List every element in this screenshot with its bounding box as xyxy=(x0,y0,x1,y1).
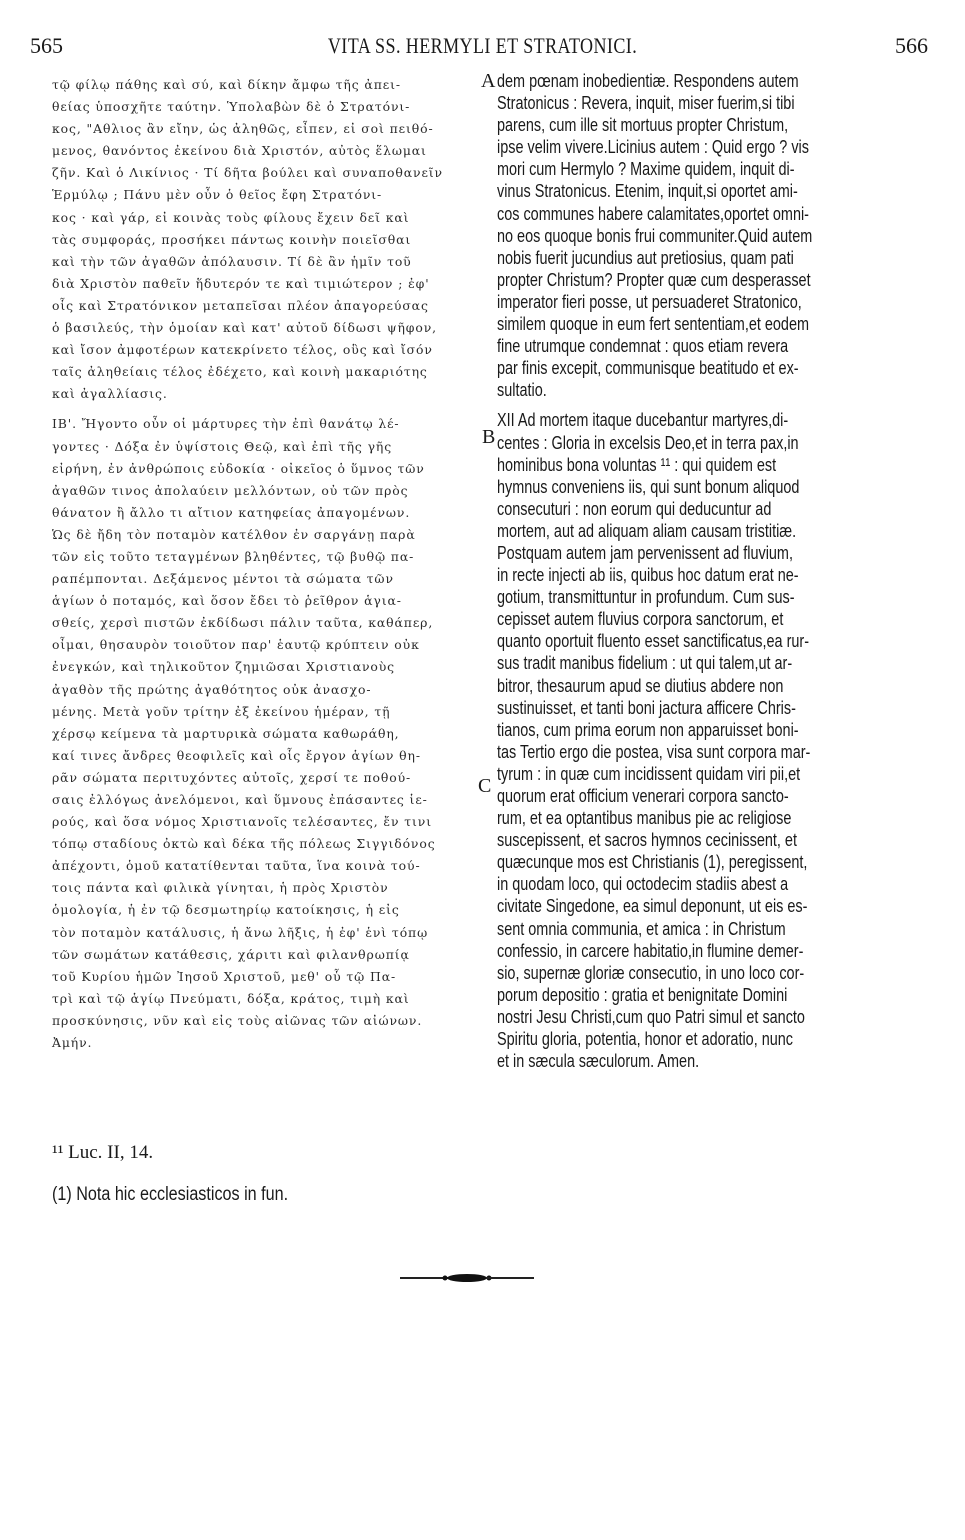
latin-text-line: Spiritu gloria, potentia, honor et adoratio, nunc xyxy=(497,1028,794,1050)
greek-text-line: ὁμολογία, ἡ ἐν τῷ δεσμωτηρίῳ κατοίκησις, ἡ εἰς xyxy=(52,902,400,918)
greek-text-line: διὰ Χριστὸν παθεῖν ἥδυτερόν τε καὶ τιμιώτερον ; ἐφ' xyxy=(52,275,430,291)
latin-text-line: parens, cum ille sit mortuus propter Christum, xyxy=(497,114,789,136)
latin-text-line: rum, et ea optantibus manibus pie ac religiose xyxy=(497,807,792,829)
running-title: VITA SS. HERMYLI ET STRATONICI. xyxy=(327,33,638,58)
latin-text-line: Postquam autem jam pervenissent ad fluvium, xyxy=(497,541,793,563)
latin-text-line: propter Christum? Propter quæ cum desperasset xyxy=(497,268,811,290)
latin-text-line: porum depositio : gratia et benignitate Domini xyxy=(497,983,788,1005)
margin-letter-b: B xyxy=(482,426,496,448)
greek-text-line: ὁ βασιλεύς, τὴν ὁμοίαν καὶ κατ' αὐτοῦ δίδωσι ψῆφον, xyxy=(52,320,437,336)
latin-text-line: cepisset autem fluvius corpora sanctorum, et xyxy=(497,608,784,630)
greek-text-line: μενος, θανόντος ἐκείνου διὰ Χριστόν, αὐτὸς ἕλωμαι xyxy=(52,143,427,159)
latin-text-line: hymnus conveniens iis, qui sunt bonum aliquod xyxy=(497,475,800,497)
greek-text-line: καὶ ἀγαλλίασις. xyxy=(52,386,168,402)
latin-text-line: quorum erat officium venerari corpora sancto- xyxy=(497,785,789,806)
running-header xyxy=(0,33,965,63)
latin-text-line: similem quoque in eum fert sententiam,et eodem xyxy=(497,313,810,335)
greek-text-line: μένης. Μετὰ γοῦν τρίτην ἐξ ἐκείνου ἡμέραν, τῇ xyxy=(52,703,391,719)
greek-text-line: τὸν ποταμὸν κατάλυσις, ἡ ἄνω λῆξις, ἡ ἐφ' ἑνὶ τόπῳ xyxy=(52,924,429,940)
greek-text-line: ραπέμπονται. Δεξάμενος μέντοι τὰ σώματα τῶν xyxy=(52,571,394,587)
greek-text-line: τῷ φίλῳ πάθης καὶ σύ, καὶ δίκην ἄμφω τῆς ἀπει- xyxy=(52,77,401,92)
latin-text-line: gotium, transmittuntur in profundum. Cum sus- xyxy=(497,586,795,608)
greek-text-line: κος · καὶ γάρ, εἰ κοινὰς τοὺς φίλους ἔχειν δεῖ καὶ xyxy=(52,209,410,225)
greek-text-line: χέρσῳ κείμενα τὰ μαρτυρικὰ σώματα καθωράθη, xyxy=(52,725,400,741)
latin-text-line: hominibus bona voluntas ¹¹ : qui quidem est xyxy=(497,453,777,475)
latin-text-line: quanto oportuit fluento esset sanctificatus,ea rur- xyxy=(497,630,810,652)
latin-text-line: par finis excepit, communisque beatitudo et ex- xyxy=(497,357,799,379)
latin-text-line: sustinuisset, et tanti boni jactura afficere Chris- xyxy=(497,696,796,718)
greek-text-line: ἀπέχοντι, ὁμοῦ κατατίθενται ταῦτα, ἵνα κοινὰ τού- xyxy=(52,858,421,874)
greek-text-line: κος, "Αθλιος ἂν εἴην, ὡς ἀληθῶς, εἶπεν, εἰ σοὶ πειθό- xyxy=(52,121,434,137)
greek-text-line: Ἀμήν. xyxy=(52,1035,93,1051)
latin-text-line: tyrum : in quæ cum incidissent quidam viri pii,et xyxy=(497,762,801,784)
greek-text-line: ἐνεγκών, καὶ τηλικοῦτον ζημιῶσαι Χριστιανοὺς xyxy=(52,659,396,675)
latin-text-line: nobis fuerit jucundius aut pretiosius, quam pati xyxy=(497,246,794,268)
greek-text-line: θάνατον ἢ ἄλλο τι αἴτιον κατηφείας ἀπαγομένων. xyxy=(52,504,411,520)
greek-text-line: τῶν εἰς τοῦτο τεταγμένων βληθέντες, τῷ βυθῷ πα- xyxy=(52,548,415,564)
margin-letter-c: C xyxy=(478,775,492,797)
greek-text-line: ἀγαθῶν τινος ἀπολαύειν μελλόντων, οὐ τῶν πρὸς xyxy=(52,482,409,498)
latin-text-line: suscepissent, et sacros hymnos cecinissent, et xyxy=(497,829,797,851)
latin-text-line: quæcunque mos est Christianis (1), peregissent, xyxy=(497,851,808,873)
greek-text-line: τόπῳ σταδίους ὀκτὼ καὶ δέκα τῆς πόλεως Σιγγιδόνος xyxy=(52,836,436,852)
footnote-11: ¹¹ Luc. II, 14. xyxy=(52,1142,154,1163)
greek-text-line: καὶ τὴν τῶν ἀγαθῶν ἀπόλαυσιν. Τί δὲ ἂν ἡμῖν τοῦ xyxy=(52,253,412,269)
latin-text-line: mortem, aut ad aliquam aliam causam tristitiæ. xyxy=(497,519,797,541)
latin-text-line: sultatio. xyxy=(497,379,547,401)
ornament-center xyxy=(447,1274,487,1282)
latin-text-line: confessio, in carcere habitatio,in flumine demer- xyxy=(497,939,804,961)
greek-text-line: οἶμαι, θησαυρὸν τοιοῦτον παρ' ἑαυτῷ κρύπτειν οὐκ xyxy=(52,637,420,653)
latin-text-line: cos communes habere calamitates,oportet omni- xyxy=(497,202,809,224)
greek-text-line: ρούς, καὶ ὅσα νόμος Χριστιανοῖς τελέσαντες, ἔν τινι xyxy=(52,814,432,830)
latin-text-line: bitror, thesaurum apud se diutius abdere non xyxy=(497,674,784,696)
latin-text-line: tas Tertio ergo die postea, visa sunt corpora mar- xyxy=(497,740,811,762)
greek-text-line: ρᾶν σώματα περιτυχόντες αὐτοῖς, χερσί τε ποθού- xyxy=(52,769,412,785)
greek-text-line: τρὶ καὶ τῷ ἁγίῳ Πνεύματι, δόξα, κράτος, τιμὴ καὶ xyxy=(52,990,410,1006)
latin-text-line: sent omnia communia, et amica : in Christum xyxy=(497,917,786,939)
latin-text-line: mori cum Hermylo ? Maxime quidem, inquit di- xyxy=(497,158,795,180)
latin-text-line: et in sæcula sæculorum. Amen. xyxy=(497,1050,700,1072)
latin-text-line: in quodam loco, qui octodecim stadiis abest a xyxy=(497,873,789,895)
footnote-1: (1) Nota hic ecclesiasticos in fun. xyxy=(52,1184,289,1205)
greek-text-line: τοις πάντα καὶ φιλικὰ γίνηται, ἡ πρὸς Χριστὸν xyxy=(52,880,389,896)
latin-text-line: in recte injecti ab iis, quibus hoc datum erat ne- xyxy=(497,564,799,586)
ornament-divider xyxy=(400,1272,534,1284)
greek-text-line: ζῆν. Καὶ ὁ Λικίνιος · Τί δῆτα βούλει καὶ συναποθανεῖν xyxy=(52,165,443,181)
latin-text-line: no eos quoque bonis frui communiter.Quid autem xyxy=(497,224,813,246)
ornament-dot-left xyxy=(443,1276,448,1281)
latin-text-line: XII Ad mortem itaque ducebantur martyres,di- xyxy=(497,409,789,431)
latin-text-line: civitate Singedone, ea simul deponunt, ut eis es- xyxy=(497,895,808,917)
latin-text-line: consecuturi : non eorum qui deducuntur ad xyxy=(497,497,772,519)
greek-text-line: Ἑρμύλῳ ; Πάνυ μὲν οὖν ὁ θεῖος ἔφη Στρατόνι- xyxy=(52,187,383,203)
greek-text-line: γοντες · Δόξα ἐν ὑψίστοις Θεῷ, καὶ ἐπὶ τῆς γῆς xyxy=(52,438,393,454)
margin-letter-a: A xyxy=(481,70,496,92)
greek-text-line: τοῦ Κυρίου ἡμῶν Ἰησοῦ Χριστοῦ, μεθ' οὗ τῷ Πα- xyxy=(52,968,397,984)
greek-text-line: τὰς συμφοράς, προσήκει πάντως κοινὴν ποιεῖσθαι xyxy=(52,231,412,247)
latin-text-line: vinus Stratonicus. Etenim, inquit,si oportet ami- xyxy=(497,180,798,202)
greek-text-line: σθείς, χερσὶ πιστῶν ἐκδίδωσι πάλιν ταῦτα, καθάπερ, xyxy=(52,615,434,631)
greek-text-line: ταῖς ἀληθείαις τέλος ἐδέχετο, καὶ κοινὴ μακαριότης xyxy=(52,364,428,380)
latin-text-line: fine utrumque condemnat : quos etiam revera xyxy=(497,335,789,357)
latin-text-column xyxy=(497,70,929,1072)
greek-text-column xyxy=(52,74,484,1054)
greek-text-line: τῶν σωμάτων κατάθεσις, χάριτι καὶ φιλανθρωπίᾳ xyxy=(52,946,410,962)
greek-text-line: καί τινες ἄνδρες θεοφιλεῖς καὶ οἷς ἔργον ἁγίων θη- xyxy=(52,747,421,763)
greek-text-line: οἷς καὶ Στρατόνικον μεταπεῖσαι πλέον ἀπαγορεύσας xyxy=(52,297,429,313)
greek-text-line: καὶ ἴσον ἀμφοτέρων κατεκρίνετο τέλος, οὓς καὶ ἴσόν xyxy=(52,342,433,358)
greek-text-line: Ὡς δὲ ἤδη τὸν ποταμὸν κατέλθον ἐν σαργάνῃ παρὰ xyxy=(52,526,416,542)
latin-text-line: sus tradit manibus fidelium : ut qui talem,ut ar- xyxy=(497,652,793,674)
latin-text-line: dem pœnam inobedientiæ. Respondens autem xyxy=(497,70,799,91)
latin-text-line: ipse velim vivere.Licinius autem : Quid ergo ? vis xyxy=(497,136,809,158)
greek-text-line: θείας ὑποσχῆτε ταύτην. Ὑπολαβὼν δὲ ὁ Στρατόνι- xyxy=(52,99,411,115)
latin-text-line: Stratonicus : Revera, inquit, miser fuerim,si tibi xyxy=(497,92,795,114)
page-number-left: 565 xyxy=(30,33,63,58)
greek-text-line: προσκύνησις, νῦν καὶ εἰς τοὺς αἰῶνας τῶν αἰώνων. xyxy=(52,1012,423,1028)
greek-text-line: ἁγίων ὁ ποταμός, καὶ ὅσον ἔδει τὸ ῥεῖθρον ἁγια- xyxy=(52,593,402,609)
greek-text-line: σαις ἐλλόγως ἀνελόμενοι, καὶ ὕμνους ἐπάσαντες ἱε- xyxy=(52,792,428,807)
greek-text-line: IB'. Ἤγοντο οὖν οἱ μάρτυρες τὴν ἐπὶ θανάτῳ λέ- xyxy=(52,416,400,432)
greek-text-line: εἰρήνη, ἐν ἀνθρώποις εὐδοκία · οἰκεῖος ὁ ὕμνος τῶν xyxy=(52,460,425,476)
greek-text-line: ἀγαθὸν τῆς πρώτης ἀγαθότητος οὐκ ἀνασχο- xyxy=(52,681,372,697)
latin-text-line: sio, supernæ gloriæ consecutio, in uno loco cor- xyxy=(497,961,805,983)
latin-text-line: imperator fieri posse, ut persuaderet Stratonico, xyxy=(497,290,802,312)
latin-text-line: tianos, cum prima eorum non apparuisset boni- xyxy=(497,718,799,740)
page-number-right: 566 xyxy=(895,33,928,58)
latin-text-line: nostri Jesu Christi,cum quo Patri simul et sancto xyxy=(497,1005,805,1027)
latin-text-line: centes : Gloria in excelsis Deo,et in terra pax,in xyxy=(497,431,799,453)
